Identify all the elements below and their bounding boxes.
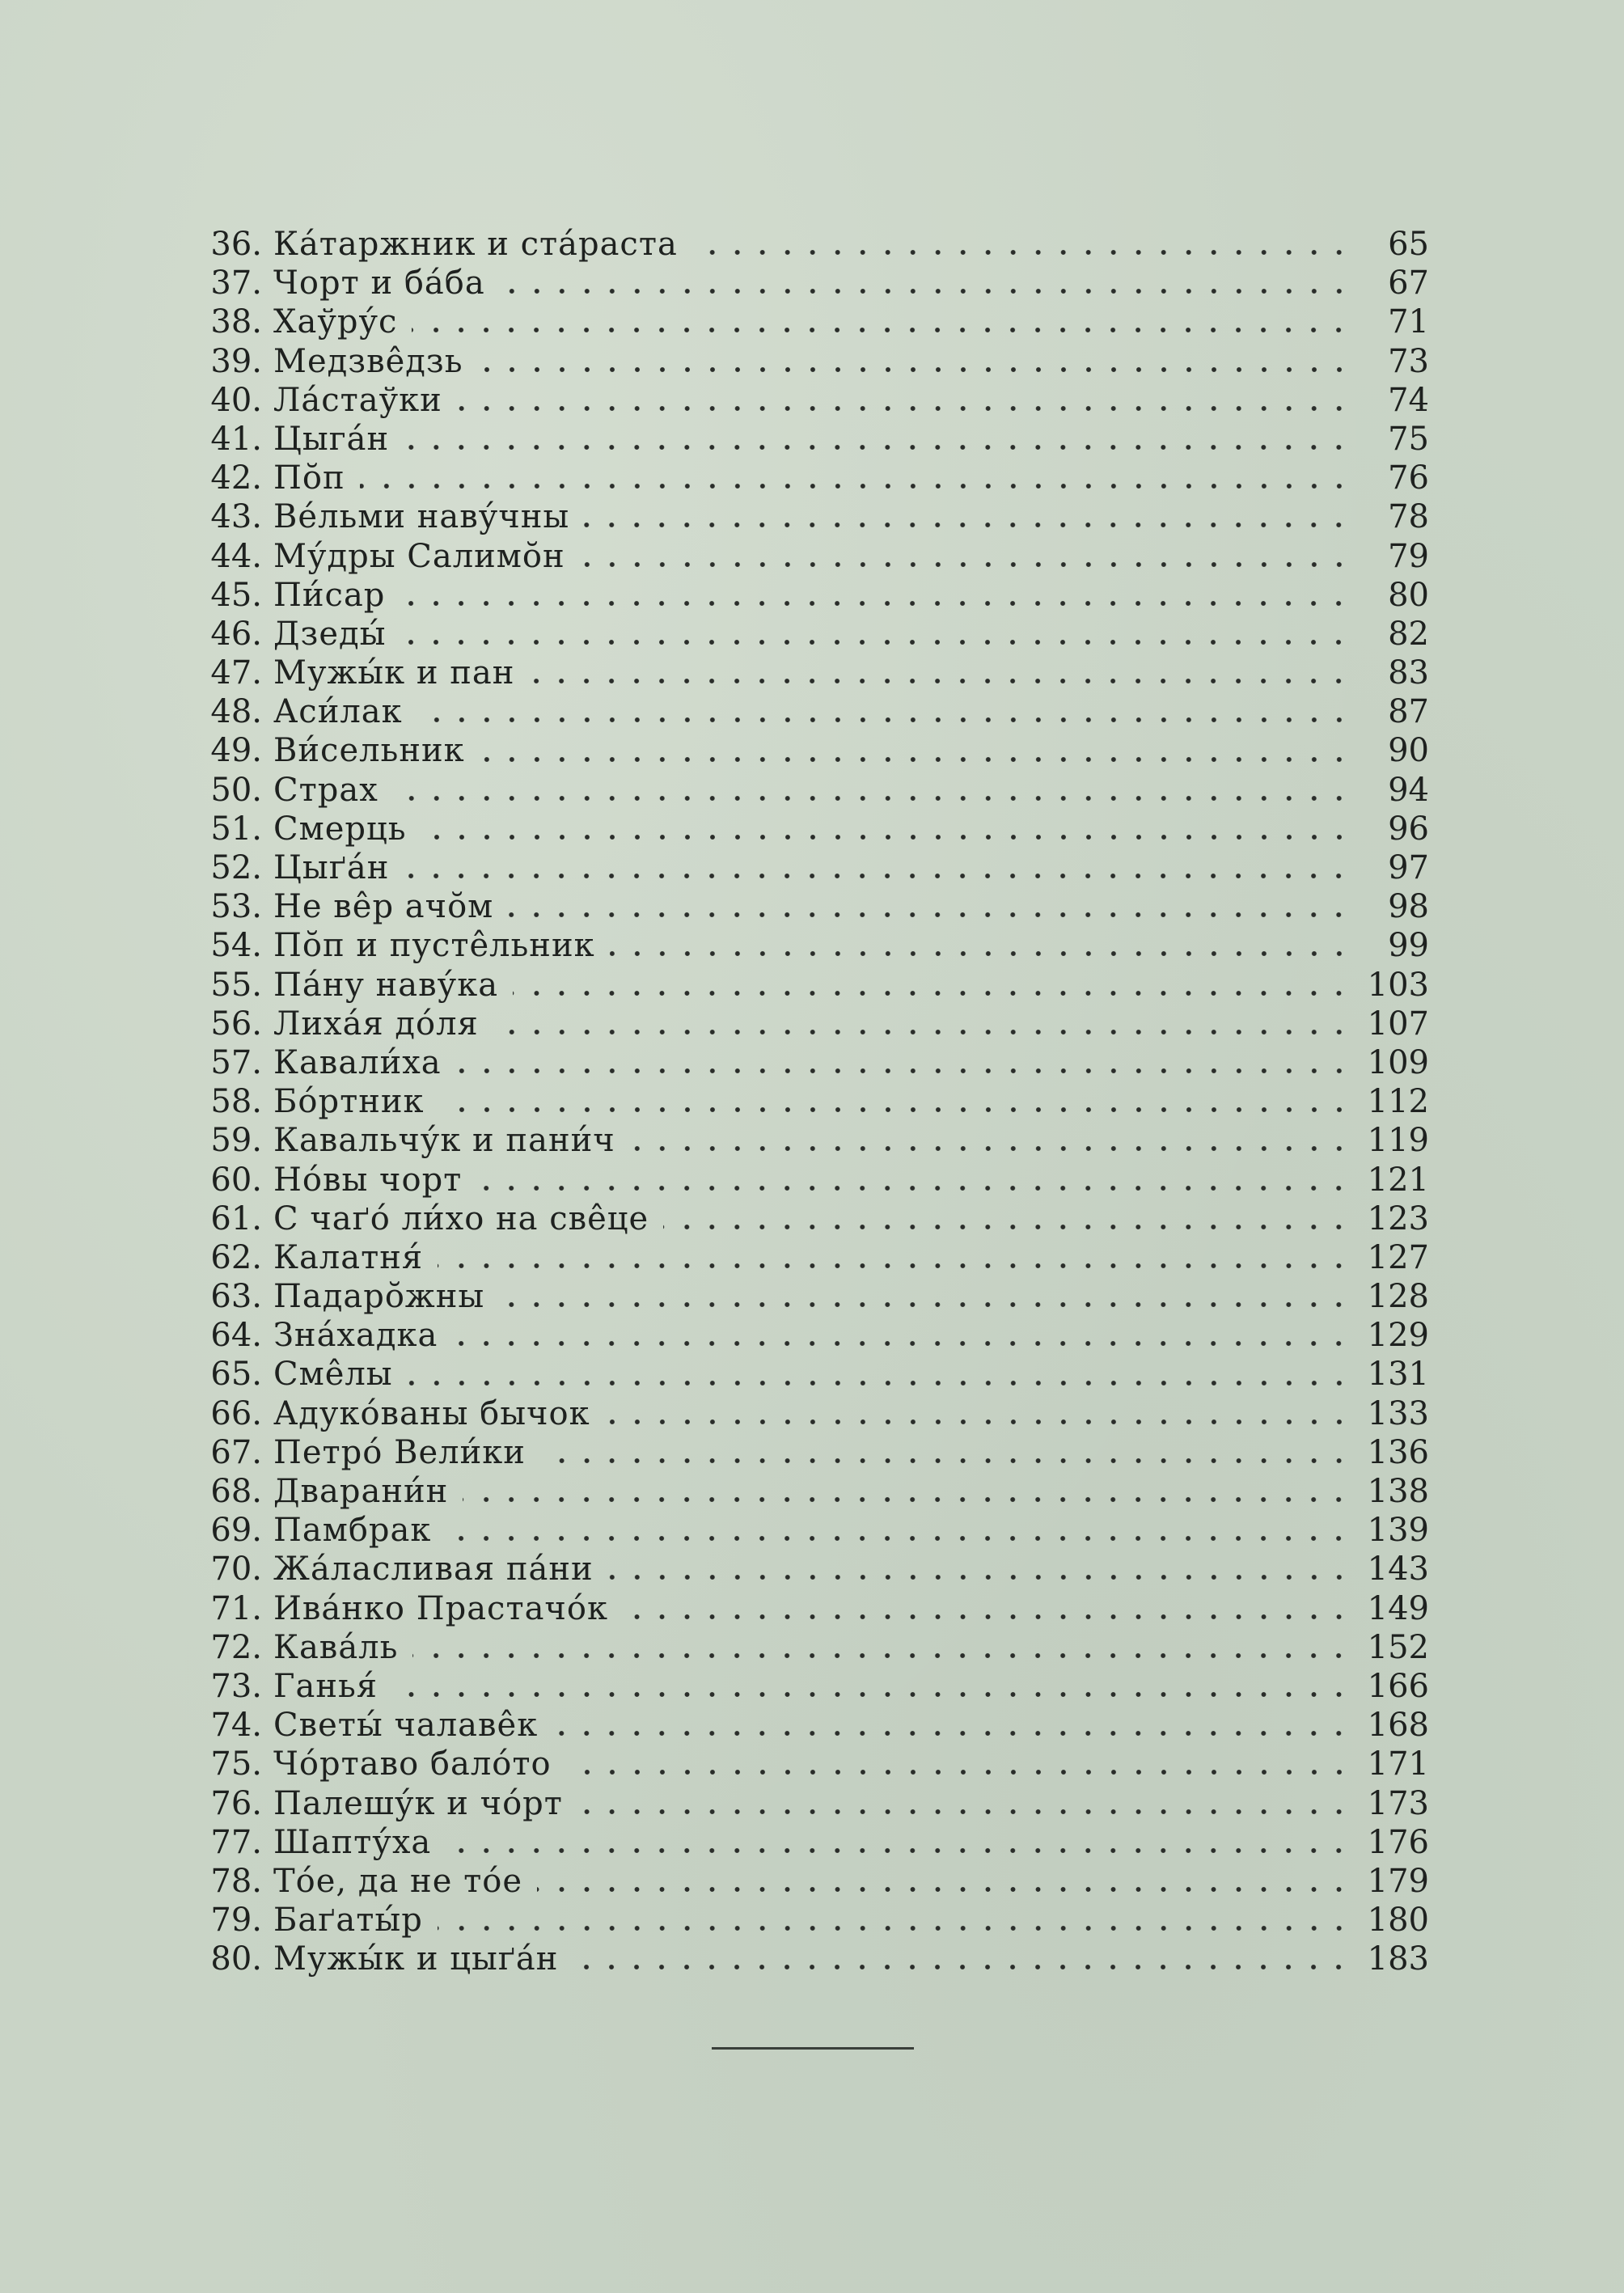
toc-entry-title: Цыґа́н [273, 849, 390, 886]
toc-entry-title: Лиха́я до́ля [273, 1005, 479, 1043]
toc-entry [188, 731, 1429, 770]
toc-entry-number: 37. [210, 264, 262, 302]
toc-dot-leader [404, 443, 1351, 451]
toc-entry [188, 1355, 1429, 1394]
toc-dot-leader [513, 989, 1351, 997]
toc-entry-number: 38. [210, 303, 262, 341]
toc-entry-number: 59. [210, 1122, 262, 1160]
toc-entry [188, 926, 1429, 965]
toc-entry [188, 459, 1429, 497]
toc-entry-number: 57. [210, 1043, 262, 1081]
toc-entry-number: 49. [210, 732, 262, 770]
toc-entry [188, 1823, 1429, 1862]
toc-entry-number: 42. [210, 459, 262, 497]
toc-entry [188, 302, 1429, 341]
toc-entry [188, 576, 1429, 615]
toc-entry-number: 53. [210, 888, 262, 926]
toc-dot-leader [476, 1184, 1351, 1192]
toc-entry-title: Не ве̂р ачо̆м [273, 888, 494, 926]
toc-entry-number: 78. [210, 1862, 262, 1900]
toc-dot-leader [580, 561, 1351, 569]
toc-entry [188, 420, 1429, 459]
toc-entry-page: 97 [1388, 849, 1429, 886]
toc-entry [188, 1628, 1429, 1667]
toc-entry-page: 139 [1367, 1512, 1429, 1550]
toc-entry-page: 73 [1388, 342, 1429, 380]
toc-dot-leader [537, 1885, 1351, 1893]
toc-entry-page: 99 [1388, 927, 1429, 965]
toc-entry-title: Ганья́ [273, 1667, 379, 1705]
toc-entry [188, 1511, 1429, 1550]
toc-entry-number: 43. [210, 498, 262, 536]
toc-entry-title: Ка́таржник и ста́раста [273, 226, 678, 263]
toc-entry-page: 180 [1367, 1902, 1429, 1940]
toc-entry-title: Чорт и ба́ба [273, 264, 485, 302]
toc-entry-page: 168 [1367, 1707, 1429, 1745]
toc-entry [188, 225, 1429, 264]
toc-entry-title: Шапту́ха [273, 1823, 432, 1861]
toc-entry-page: 149 [1367, 1589, 1429, 1627]
toc-entry [188, 264, 1429, 302]
toc-entry-number: 41. [210, 420, 262, 458]
toc-dot-leader [499, 1301, 1351, 1309]
toc-dot-leader [529, 677, 1351, 685]
toc-entry-number: 75. [210, 1745, 262, 1783]
toc-entry-title: Жа́ласливая па́ни [273, 1551, 594, 1589]
toc-entry-title: Бо́ртник [273, 1083, 425, 1121]
toc-entry-page: 133 [1367, 1394, 1429, 1432]
toc-dot-leader [404, 872, 1351, 880]
toc-entry [188, 1745, 1429, 1783]
toc-entry-title: По̆п и пусте̂льник [273, 927, 595, 965]
toc-entry-page: 83 [1388, 654, 1429, 692]
toc-entry-page: 80 [1388, 576, 1429, 614]
toc-entry-title: Ива́нко Прастачо́к [273, 1589, 608, 1627]
toc-entry [188, 1005, 1429, 1043]
toc-entry [188, 810, 1429, 848]
toc-entry-title: Падаро̆жны [273, 1278, 485, 1316]
toc-entry-page: 82 [1388, 615, 1429, 653]
toc-entry-page: 152 [1367, 1628, 1429, 1666]
toc-entry-number: 45. [210, 576, 262, 614]
toc-dot-leader [360, 482, 1351, 490]
toc-dot-leader [439, 1106, 1351, 1114]
toc-entry-number: 46. [210, 615, 262, 653]
toc-entry-page: 79 [1388, 537, 1429, 575]
toc-entry-number: 40. [210, 381, 262, 419]
toc-dot-leader [417, 716, 1351, 724]
toc-dot-leader [438, 1262, 1351, 1270]
toc-dot-leader [540, 1457, 1351, 1465]
toc-dot-leader [400, 599, 1351, 607]
toc-dot-leader [446, 1534, 1351, 1542]
toc-entry [188, 1472, 1429, 1511]
toc-entry [188, 1940, 1429, 1978]
toc-entry [188, 1433, 1429, 1472]
toc-entry [188, 1589, 1429, 1628]
toc-dot-leader [478, 366, 1352, 374]
toc-entry-title: Пи́сар [273, 576, 386, 614]
toc-entry-number: 36. [210, 226, 262, 263]
toc-entry-number: 61. [210, 1199, 262, 1237]
toc-entry-page: 131 [1367, 1356, 1429, 1394]
toc-entry-number: 62. [210, 1238, 262, 1276]
toc-entry-number: 67. [210, 1433, 262, 1471]
toc-entry-title: Палешу́к и чо́рт [273, 1784, 563, 1822]
toc-entry-page: 179 [1367, 1862, 1429, 1900]
closing-rule [712, 2047, 914, 2050]
toc-entry [188, 1667, 1429, 1706]
toc-entry-number: 39. [210, 342, 262, 380]
toc-entry [188, 887, 1429, 926]
toc-entry-title: То́е, да не то́е [273, 1862, 522, 1900]
toc-entry [188, 497, 1429, 536]
toc-dot-leader [508, 911, 1351, 919]
toc-entry-title: Кавальчу́к и пани́ч [273, 1122, 615, 1160]
toc-dot-leader [463, 1496, 1351, 1504]
toc-entry [188, 1199, 1429, 1238]
toc-entry-number: 54. [210, 927, 262, 965]
toc-entry-title: Хаўру́с [273, 303, 398, 341]
toc-entry-title: Аси́лак [273, 693, 403, 731]
toc-entry-title: Страх [273, 771, 379, 809]
toc-entry [188, 1550, 1429, 1589]
toc-entry [188, 1862, 1429, 1901]
toc-entry [188, 1161, 1429, 1199]
toc-entry-number: 56. [210, 1005, 262, 1043]
toc-entry-title: Ве́льми наву́чны [273, 498, 570, 536]
toc-entry-page: 107 [1367, 1005, 1429, 1043]
toc-entry-page: 183 [1367, 1940, 1429, 1978]
toc-entry-page: 98 [1388, 888, 1429, 926]
toc-entry-title: Баґаты́р [273, 1902, 423, 1940]
toc-entry-number: 58. [210, 1083, 262, 1121]
toc-entry-title: Ла́стаўки [273, 381, 442, 419]
toc-dot-leader [412, 326, 1351, 334]
toc-entry-page: 65 [1388, 226, 1429, 263]
toc-entry [188, 1121, 1429, 1160]
toc-entry-page: 138 [1367, 1473, 1429, 1510]
toc-entry-page: 173 [1367, 1784, 1429, 1822]
toc-entry-title: Цыга́н [273, 420, 390, 458]
toc-entry-number: 74. [210, 1707, 262, 1745]
table-of-contents [188, 225, 1429, 1978]
toc-entry-page: 123 [1367, 1199, 1429, 1237]
toc-entry-title: Дварани́н [273, 1473, 449, 1510]
toc-dot-leader [608, 1573, 1351, 1581]
toc-entry-title: Смерць [273, 810, 407, 848]
toc-entry-title: Адуко́ваны бычок [273, 1394, 590, 1432]
toc-entry-page: 75 [1388, 420, 1429, 458]
toc-dot-leader [500, 287, 1351, 295]
toc-entry-number: 70. [210, 1551, 262, 1589]
toc-entry-title: Сме̂лы [273, 1356, 393, 1394]
toc-entry-title: С чаґо́ ли́хо на све̂це [273, 1199, 649, 1237]
toc-dot-leader [610, 950, 1351, 958]
toc-dot-leader [456, 1067, 1351, 1075]
toc-entry-page: 121 [1367, 1161, 1429, 1199]
toc-dot-leader [552, 1729, 1351, 1737]
toc-entry-number: 79. [210, 1902, 262, 1940]
toc-entry [188, 1043, 1429, 1082]
toc-entry-number: 44. [210, 537, 262, 575]
toc-entry-number: 66. [210, 1394, 262, 1432]
toc-entry [188, 615, 1429, 654]
toc-entry-page: 103 [1367, 966, 1429, 1004]
toc-entry-page: 109 [1367, 1043, 1429, 1081]
toc-entry [188, 1316, 1429, 1355]
toc-dot-leader [393, 794, 1351, 802]
toc-entry-page: 176 [1367, 1823, 1429, 1861]
toc-entry [188, 654, 1429, 692]
toc-entry-title: Па́ну наву́ка [273, 966, 499, 1004]
toc-entry-title: Ви́сельник [273, 732, 465, 770]
toc-dot-leader [452, 1339, 1351, 1347]
toc-entry [188, 692, 1429, 731]
toc-entry [188, 1082, 1429, 1121]
toc-entry [188, 1901, 1429, 1940]
toc-entry-number: 60. [210, 1161, 262, 1199]
toc-entry-title: Калатня́ [273, 1238, 424, 1276]
toc-dot-leader [663, 1223, 1351, 1231]
toc-entry [188, 771, 1429, 810]
toc-entry-number: 63. [210, 1278, 262, 1316]
toc-entry-title: Дзеды́ [273, 615, 387, 653]
toc-dot-leader [605, 1418, 1351, 1426]
toc-entry-title: Кавали́ха [273, 1043, 442, 1081]
toc-dot-leader [480, 755, 1351, 764]
toc-entry-page: 78 [1388, 498, 1429, 536]
toc-dot-leader [630, 1144, 1351, 1153]
toc-entry-page: 136 [1367, 1433, 1429, 1471]
toc-dot-leader [566, 1768, 1351, 1776]
toc-dot-leader [408, 1379, 1351, 1387]
toc-dot-leader [692, 248, 1351, 256]
toc-dot-leader [438, 1924, 1351, 1932]
toc-entry [188, 1784, 1429, 1823]
toc-entry-page: 96 [1388, 810, 1429, 848]
toc-dot-leader [577, 1808, 1351, 1816]
toc-entry-page: 87 [1388, 693, 1429, 731]
toc-dot-leader [573, 1963, 1351, 1971]
toc-entry-page: 112 [1367, 1083, 1429, 1121]
toc-entry-title: Медзве̂дзь [273, 342, 463, 380]
toc-entry-number: 71. [210, 1589, 262, 1627]
toc-entry-page: 128 [1367, 1278, 1429, 1316]
toc-entry-page: 67 [1388, 264, 1429, 302]
toc-entry-page: 127 [1367, 1238, 1429, 1276]
toc-entry [188, 848, 1429, 887]
toc-entry-number: 72. [210, 1628, 262, 1666]
toc-entry-page: 166 [1367, 1667, 1429, 1705]
toc-entry-title: По̆п [273, 459, 345, 497]
toc-entry-number: 47. [210, 654, 262, 692]
toc-entry-page: 119 [1367, 1122, 1429, 1160]
toc-entry-number: 77. [210, 1823, 262, 1861]
toc-entry [188, 1394, 1429, 1433]
toc-entry [188, 342, 1429, 381]
toc-dot-leader [400, 638, 1351, 646]
toc-entry-number: 52. [210, 849, 262, 886]
toc-entry-title: Мужы́к и пан [273, 654, 515, 692]
toc-entry [188, 537, 1429, 576]
toc-dot-leader [623, 1613, 1351, 1621]
toc-entry [188, 1277, 1429, 1316]
toc-entry-number: 65. [210, 1356, 262, 1394]
toc-entry-title: Чо́ртаво бало́то [273, 1745, 552, 1783]
toc-dot-leader [584, 521, 1351, 529]
toc-entry-number: 80. [210, 1940, 262, 1978]
toc-dot-leader [392, 1690, 1351, 1699]
toc-entry-page: 71 [1388, 303, 1429, 341]
toc-entry-number: 76. [210, 1784, 262, 1822]
toc-entry-title: Кава́ль [273, 1628, 399, 1666]
toc-entry-number: 73. [210, 1667, 262, 1705]
toc-entry-number: 69. [210, 1512, 262, 1550]
toc-entry-number: 68. [210, 1473, 262, 1510]
toc-entry-title: Светы́ чалаве̂к [273, 1707, 539, 1745]
toc-entry-page: 143 [1367, 1551, 1429, 1589]
toc-entry-page: 76 [1388, 459, 1429, 497]
toc-entry [188, 381, 1429, 420]
toc-entry-title: Памбрак [273, 1512, 432, 1550]
toc-entry-page: 171 [1367, 1745, 1429, 1783]
toc-entry-number: 51. [210, 810, 262, 848]
toc-entry-number: 48. [210, 693, 262, 731]
toc-entry-page: 129 [1367, 1317, 1429, 1355]
toc-entry [188, 1706, 1429, 1745]
toc-entry-title: Петро́ Вели́ки [273, 1433, 526, 1471]
toc-entry-page: 94 [1388, 771, 1429, 809]
toc-entry-number: 50. [210, 771, 262, 809]
toc-dot-leader [457, 404, 1351, 412]
toc-entry-number: 64. [210, 1317, 262, 1355]
toc-entry-page: 74 [1388, 381, 1429, 419]
toc-entry-title: Зна́хадка [273, 1317, 438, 1355]
toc-entry-number: 55. [210, 966, 262, 1004]
toc-dot-leader [493, 1028, 1351, 1036]
toc-entry-title: Но́вы чорт [273, 1161, 463, 1199]
toc-entry-title: Му́дры Салимо̆н [273, 537, 565, 575]
toc-entry [188, 1238, 1429, 1277]
toc-dot-leader [421, 833, 1352, 841]
toc-entry-page: 90 [1388, 732, 1429, 770]
toc-dot-leader [412, 1652, 1351, 1660]
toc-entry-title: Мужы́к и цыґа́н [273, 1940, 559, 1978]
toc-dot-leader [446, 1847, 1351, 1855]
toc-entry [188, 966, 1429, 1005]
